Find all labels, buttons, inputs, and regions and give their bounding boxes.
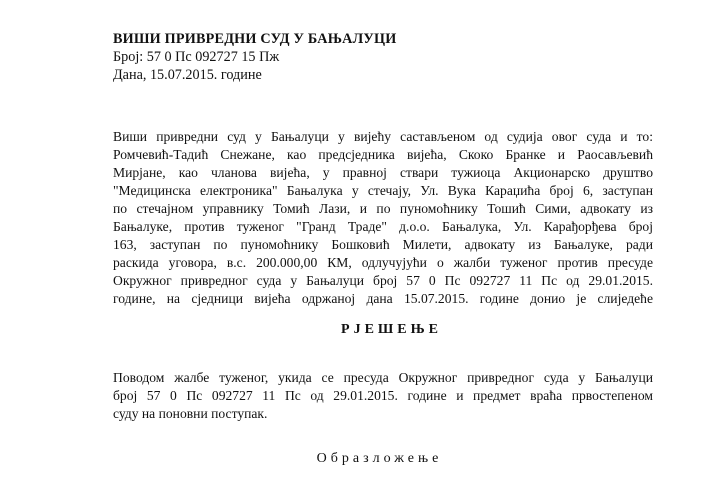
text-line: Виши привредни суд у Бањалуци у вијећу састављеном од судија овог суда и то: [113,129,653,144]
text-line: суду на поновни поступак. [113,406,268,421]
text-line: раскида уговора, в.с. 200.000,00 КМ, одлучујући о жалби туженог против пресуде [113,255,653,270]
text-line: Мирјане, као чланова вијећа, у правној ствари тужиоца Акционарско друштво [113,165,653,180]
text-line: Поводом жалбе туженог, укида се пресуда Окружног привредног суда у Бањалуци [113,370,653,385]
text-line: Ромчевић-Тадић Снежане, као предсједника вијећа, Скоко Бранке и Раосављевић [113,147,653,162]
document-header [113,30,396,84]
text-line: године, на сједници вијећа одржаној дана 15.07.2015. године донио је слиједеће [113,291,653,306]
case-number: Број: 57 0 Пс 092727 15 Пж [113,49,280,65]
decision-heading: РЈЕШЕЊЕ [341,322,442,337]
text-line: "Медицинска електроника" Бањалука у стечају, Ул. Вука Караџића број 6, заступан [113,183,653,198]
ruling-paragraph [113,369,653,423]
text-line: број 57 0 Пс 092727 11 Пс од 29.01.2015. године и предмет враћа првостепеном [113,388,653,403]
court-name: ВИШИ ПРИВРЕДНИ СУД У БАЊАЛУЦИ [113,31,397,47]
document-date: Дана, 15.07.2015. године [113,67,262,83]
text-line: 163, заступан по пуномоћнику Бошковић Милети, адвокату из Бањалуке, ради [113,237,653,252]
reasoning-heading: Образложење [316,451,443,466]
intro-paragraph [113,128,653,308]
text-line: Окружног привредног суда у Бањалуци број 57 0 Пс 092727 11 Пс од 29.01.2015. [113,273,653,288]
text-line: Бањалуке, против туженог "Гранд Траде" д.о.о. Бањалука, Ул. Карађорђева број [113,219,653,234]
text-line: по стечајном управнику Томић Лази, и по пуномоћнику Тошић Сими, адвокату из [113,201,653,216]
